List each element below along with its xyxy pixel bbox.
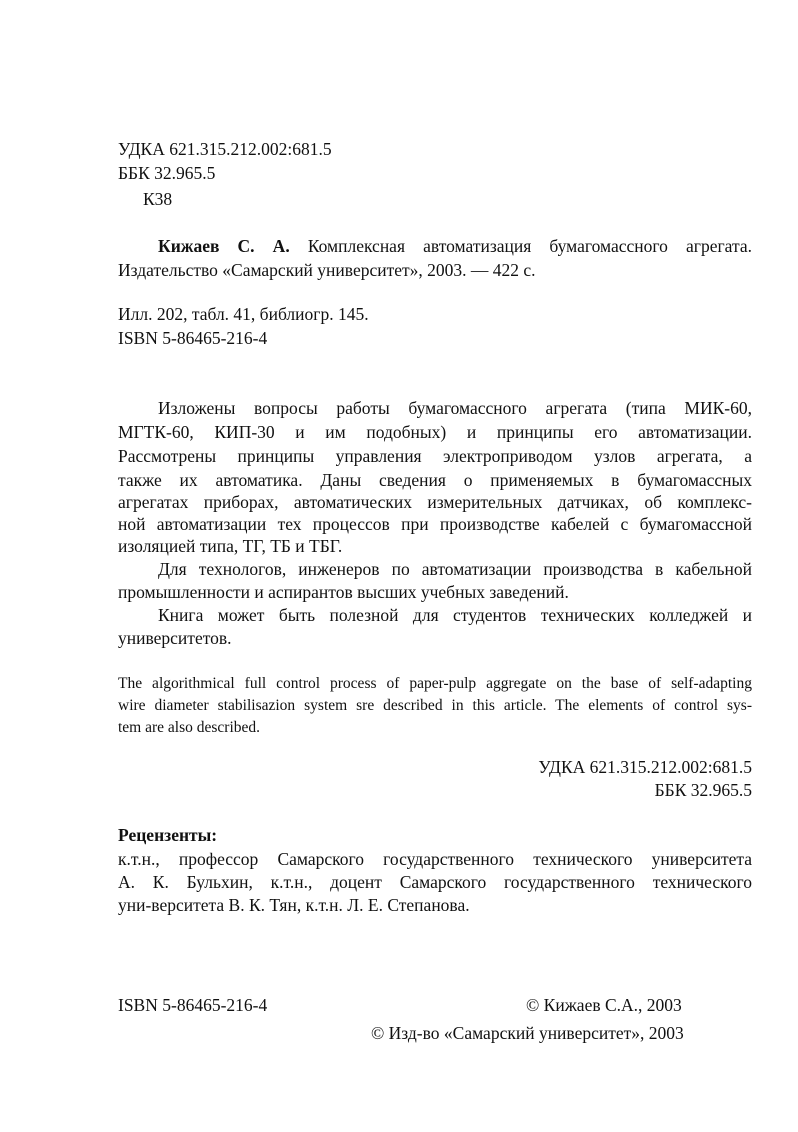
isbn: ISBN 5-86465-216-4 xyxy=(118,328,268,348)
annotation-line: университетов. xyxy=(118,628,232,648)
reviewers-line: уни-верситета В. К. Тян, к.т.н. Л. Е. Степанова. xyxy=(118,895,470,915)
annotation-line: изоляцией типа, ТГ, ТБ и ТБГ. xyxy=(118,536,343,556)
citation-line-2: Издательство «Самарский университет», 2003. — 422 с. xyxy=(118,260,536,280)
annotation-line: промышленности и аспирантов высших учебных заведений. xyxy=(118,582,569,602)
author-mark: К38 xyxy=(143,189,173,209)
illustrations-count: Илл. 202, табл. 41, библиогр. 145. xyxy=(118,304,369,324)
footer-isbn: ISBN 5-86465-216-4 xyxy=(118,995,268,1015)
udk-code-right: УДКА 621.315.212.002:681.5 xyxy=(538,757,752,777)
annotation-line: ной автоматизации тех процессов при производстве кабелей с бумагомассной xyxy=(118,514,752,534)
citation-line-1 xyxy=(158,235,752,257)
english-abstract-line: tem are also described. xyxy=(118,719,261,736)
annotation-line: Изложены вопросы работы бумагомассного агрегата (типа МИК-60, xyxy=(158,398,752,418)
annotation-line: агрегатах приборах, автоматических измерительных датчиках, об комплекс- xyxy=(118,492,752,512)
annotation-line: Книга может быть полезной для студентов технических колледжей и xyxy=(158,605,752,625)
annotation-line: МГТК-60, КИП-30 и им подобных) и принципы его автоматизации. xyxy=(118,422,752,442)
annotation-line: Рассмотрены принципы управления электроприводом узлов агрегата, а xyxy=(118,446,752,466)
bbk-code: ББК 32.965.5 xyxy=(118,163,216,183)
english-abstract-line: wire diameter stabilisazion system sre described in this article. The elements of control sys- xyxy=(118,697,752,714)
annotation-line: также их автоматика. Даны сведения о применяемых в бумагомассных xyxy=(118,470,752,490)
reviewers-heading: Рецензенты: xyxy=(118,825,218,845)
copyright-author: © Кижаев С.А., 2003 xyxy=(526,995,682,1015)
reviewers-line: к.т.н., профессор Самарского государственного технического университета xyxy=(118,849,752,869)
annotation-line: Для технологов, инженеров по автоматизации производства в кабельной xyxy=(158,559,752,579)
citation-title: Комплексная автоматизация бумагомассного агрегата. xyxy=(289,236,752,256)
reviewers-line: А. К. Бульхин, к.т.н., доцент Самарского государственного технического xyxy=(118,872,752,892)
udk-code: УДКА 621.315.212.002:681.5 xyxy=(118,139,332,159)
bbk-code-right: ББК 32.965.5 xyxy=(654,780,752,800)
citation-author: Кижаев С. А. xyxy=(158,236,290,256)
english-abstract-line: The algorithmical full control process of paper-pulp aggregate on the base of self-adapting xyxy=(118,675,752,692)
copyright-publisher: © Изд-во «Самарский университет», 2003 xyxy=(371,1023,684,1043)
